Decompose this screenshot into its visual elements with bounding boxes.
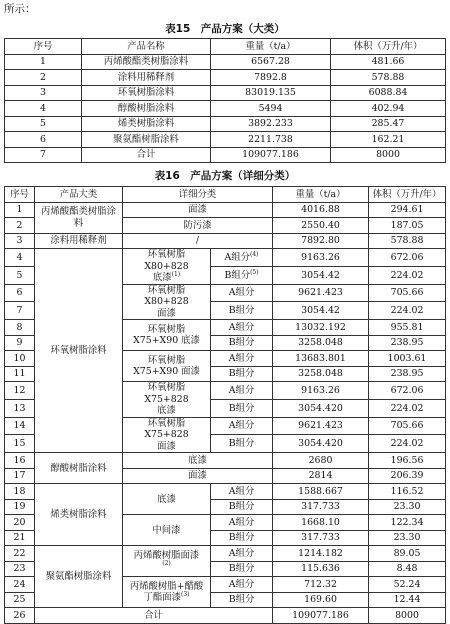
table-header-row <box>5 39 446 55</box>
table15 <box>4 38 446 163</box>
table-header-row <box>5 187 446 203</box>
intro-text: 所示： <box>4 3 36 15</box>
table-cell: 3892.233 <box>211 116 331 132</box>
table-row <box>5 132 446 148</box>
row-number: 7 <box>5 302 35 320</box>
weight-cell: 1668.10 <box>273 515 369 531</box>
table-cell: 环氧树脂涂料 <box>82 85 211 101</box>
sub-cell: 面漆 <box>123 468 273 484</box>
row-number: 6 <box>5 284 35 302</box>
table-row <box>5 233 446 249</box>
category-cell: 环氧树脂涂料 <box>35 249 123 453</box>
table-row <box>5 85 446 101</box>
row-number: 13 <box>5 399 35 417</box>
table-cell: 481.66 <box>331 54 446 70</box>
table-cell: 83019.135 <box>211 85 331 101</box>
component-cell: A组分 <box>211 382 273 400</box>
table-cell: 醇酸树脂涂料 <box>82 101 211 117</box>
weight-cell: 317.733 <box>273 530 369 546</box>
category-cell: 醇酸树脂涂料 <box>35 453 123 484</box>
weight-cell: 3258.048 <box>273 366 369 382</box>
header-cell: 产品大类 <box>35 187 123 203</box>
row-number: 9 <box>5 335 35 351</box>
component-cell: A组分$^{(4)}$ <box>211 249 273 267</box>
component-cell: B组分 <box>211 335 273 351</box>
row-number: 23 <box>5 561 35 577</box>
component-cell: A组分 <box>211 351 273 367</box>
component-cell: A组分 <box>211 284 273 302</box>
volume-cell: 294.61 <box>369 202 446 218</box>
total-label: 合计 <box>35 608 273 624</box>
table-cell: 涂料用稀释剂 <box>82 70 211 86</box>
category-cell: 丙烯酸酯类树脂涂 料 <box>35 202 123 233</box>
table-row <box>5 453 446 469</box>
row-number: 5 <box>5 266 35 284</box>
row-number: 1 <box>5 202 35 218</box>
category-cell: 聚氨酯树脂涂料 <box>35 546 123 608</box>
group-cell: 环氧树脂 X80+828 面漆 <box>123 284 211 320</box>
volume-cell: 8.48 <box>369 561 446 577</box>
table-row <box>5 54 446 70</box>
row-number: 12 <box>5 382 35 400</box>
volume-cell: 224.02 <box>369 399 446 417</box>
table-cell: 烯类树脂涂料 <box>82 116 211 132</box>
weight-cell: 115.636 <box>273 561 369 577</box>
row-number: 16 <box>5 453 35 469</box>
sub-cell: 防污漆 <box>123 218 273 234</box>
table-cell: 4 <box>5 101 82 117</box>
volume-cell: 8000 <box>369 608 446 624</box>
component-cell: B组分 <box>211 399 273 417</box>
table16-title: 表16 产品方案（详细分类） <box>154 170 296 182</box>
weight-cell: 3258.048 <box>273 335 369 351</box>
volume-cell: 672.06 <box>369 382 446 400</box>
group-cell: 环氧树脂 X80+828 底漆$^{(1)}$ <box>123 249 211 285</box>
header-cell: 体积（万升/年） <box>369 187 446 203</box>
weight-cell: 3054.420 <box>273 435 369 453</box>
table-cell: 6 <box>5 132 82 148</box>
table-row <box>5 70 446 86</box>
weight-cell: 9621.423 <box>273 417 369 435</box>
sub-cell: 面漆 <box>123 202 273 218</box>
group-cell: 环氧树脂 X75+828 面漆 <box>123 417 211 453</box>
row-number: 11 <box>5 366 35 382</box>
component-cell: A组分 <box>211 577 273 593</box>
volume-cell: 705.66 <box>369 284 446 302</box>
weight-cell: 7892.80 <box>273 233 369 249</box>
row-number: 4 <box>5 249 35 267</box>
weight-cell: 2814 <box>273 468 369 484</box>
row-number: 26 <box>5 608 35 624</box>
volume-cell: 206.39 <box>369 468 446 484</box>
table-cell: 162.21 <box>331 132 446 148</box>
row-number: 20 <box>5 515 35 531</box>
volume-cell: 224.02 <box>369 266 446 284</box>
weight-cell: 2680 <box>273 453 369 469</box>
volume-cell: 116.52 <box>369 484 446 500</box>
component-cell: A组分 <box>211 515 273 531</box>
component-cell: B组分$^{(5)}$ <box>211 266 273 284</box>
group-cell: 环氧树脂 X75+X90 面漆 <box>123 351 211 382</box>
weight-cell: 2550.40 <box>273 218 369 234</box>
category-cell: 烯类树脂涂料 <box>35 484 123 546</box>
table-cell: 6567.28 <box>211 54 331 70</box>
row-number: 2 <box>5 218 35 234</box>
component-cell: B组分 <box>211 302 273 320</box>
volume-cell: 955.81 <box>369 320 446 336</box>
group-cell: 底漆 <box>123 484 211 515</box>
table-row <box>5 484 446 500</box>
weight-cell: 9621.423 <box>273 284 369 302</box>
table-row <box>5 147 446 163</box>
header-cell: 产品名称 <box>82 39 211 55</box>
volume-cell: 196.56 <box>369 453 446 469</box>
component-cell: A组分 <box>211 484 273 500</box>
volume-cell: 23.30 <box>369 530 446 546</box>
row-number: 19 <box>5 499 35 515</box>
table-cell: 合计 <box>82 147 211 163</box>
group-cell: 中间漆 <box>123 515 211 546</box>
header-cell: 序号 <box>5 39 82 55</box>
table-cell: 丙烯酸酯类树脂涂料 <box>82 54 211 70</box>
component-cell: B组分 <box>211 366 273 382</box>
component-cell: B组分 <box>211 592 273 608</box>
volume-cell: 672.06 <box>369 249 446 267</box>
weight-cell: 3054.420 <box>273 399 369 417</box>
weight-cell: 9163.26 <box>273 249 369 267</box>
weight-cell: 13032.192 <box>273 320 369 336</box>
table-row <box>5 546 446 562</box>
table-cell: 578.88 <box>331 70 446 86</box>
weight-cell: 3054.42 <box>273 302 369 320</box>
row-number: 25 <box>5 592 35 608</box>
table-cell: 6088.84 <box>331 85 446 101</box>
volume-cell: 122.34 <box>369 515 446 531</box>
table-row <box>5 116 446 132</box>
table16 <box>4 186 446 624</box>
header-cell: 重量（t/a） <box>273 187 369 203</box>
table-cell: 8000 <box>331 147 446 163</box>
row-number: 18 <box>5 484 35 500</box>
row-number: 14 <box>5 417 35 435</box>
component-cell: A组分 <box>211 417 273 435</box>
weight-cell: 1588.667 <box>273 484 369 500</box>
volume-cell: 705.66 <box>369 417 446 435</box>
component-cell: B组分 <box>211 435 273 453</box>
table-row <box>5 249 446 267</box>
table-cell: 2211.738 <box>211 132 331 148</box>
component-cell: B组分 <box>211 530 273 546</box>
weight-cell: 712.32 <box>273 577 369 593</box>
volume-cell: 52.24 <box>369 577 446 593</box>
sub-cell: 底漆 <box>123 453 273 469</box>
component-cell: A组分 <box>211 546 273 562</box>
volume-cell: 238.95 <box>369 335 446 351</box>
table-total-row <box>5 608 446 624</box>
volume-cell: 89.05 <box>369 546 446 562</box>
row-number: 10 <box>5 351 35 367</box>
table-cell: 402.94 <box>331 101 446 117</box>
header-cell: 详细分类 <box>123 187 273 203</box>
table-cell: 3 <box>5 85 82 101</box>
row-number: 21 <box>5 530 35 546</box>
weight-cell: 109077.186 <box>273 608 369 624</box>
volume-cell: 187.05 <box>369 218 446 234</box>
table-cell: 聚氨酯树脂涂料 <box>82 132 211 148</box>
table15-title: 表15 产品方案（大类） <box>165 23 285 35</box>
category-cell: 涂料用稀释剂 <box>35 233 123 249</box>
table-cell: 1 <box>5 54 82 70</box>
table-row <box>5 101 446 117</box>
volume-cell: 1003.61 <box>369 351 446 367</box>
group-cell: 环氧树脂 X75+X90 底漆 <box>123 320 211 351</box>
header-cell: 序号 <box>5 187 35 203</box>
weight-cell: 1214.182 <box>273 546 369 562</box>
sub-cell: / <box>123 233 273 249</box>
table-cell: 5494 <box>211 101 331 117</box>
row-number: 3 <box>5 233 35 249</box>
weight-cell: 317.733 <box>273 499 369 515</box>
group-cell: 环氧树脂 X75+828 底漆 <box>123 382 211 418</box>
component-cell: B组分 <box>211 561 273 577</box>
volume-cell: 23.30 <box>369 499 446 515</box>
table-row <box>5 202 446 218</box>
header-cell: 重量（t/a） <box>211 39 331 55</box>
table-cell: 5 <box>5 116 82 132</box>
volume-cell: 238.95 <box>369 366 446 382</box>
table-cell: 2 <box>5 70 82 86</box>
volume-cell: 12.44 <box>369 592 446 608</box>
row-number: 22 <box>5 546 35 562</box>
table-cell: 109077.186 <box>211 147 331 163</box>
volume-cell: 224.02 <box>369 435 446 453</box>
weight-cell: 13683.801 <box>273 351 369 367</box>
volume-cell: 224.02 <box>369 302 446 320</box>
component-cell: A组分 <box>211 320 273 336</box>
weight-cell: 3054.42 <box>273 266 369 284</box>
weight-cell: 169.60 <box>273 592 369 608</box>
component-cell: B组分 <box>211 499 273 515</box>
table-cell: 285.47 <box>331 116 446 132</box>
header-cell: 体积（万升/年） <box>331 39 446 55</box>
row-number: 15 <box>5 435 35 453</box>
row-number: 24 <box>5 577 35 593</box>
volume-cell: 578.88 <box>369 233 446 249</box>
weight-cell: 4016.88 <box>273 202 369 218</box>
weight-cell: 9163.26 <box>273 382 369 400</box>
row-number: 8 <box>5 320 35 336</box>
table-cell: 7892.8 <box>211 70 331 86</box>
row-number: 17 <box>5 468 35 484</box>
table-cell: 7 <box>5 147 82 163</box>
group-cell: 丙烯酸树脂+醋酸 丁酯面漆$^{(3)}$ <box>123 577 211 608</box>
group-cell: 丙烯酸树脂面漆 $^{(2)}$ <box>123 546 211 577</box>
